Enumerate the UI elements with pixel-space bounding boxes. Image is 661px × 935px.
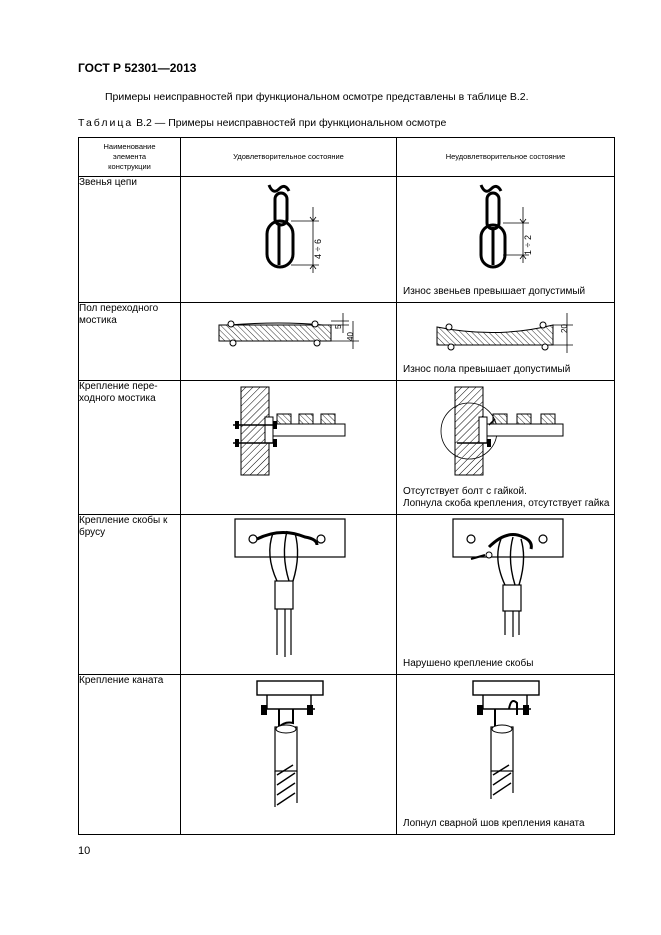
chain-bad-cell (397, 177, 615, 303)
header-bad: Неудовлетворительное состояние (397, 138, 615, 177)
header-ok: Удовлетворительное состояние (181, 138, 397, 177)
table-caption-text: В.2 — Примеры неисправностей при функциональном осмотре (136, 117, 447, 129)
table-caption-word: Таблица (78, 117, 134, 129)
fastening-bad-cell (397, 381, 615, 515)
row-name: Крепление каната (79, 675, 181, 835)
table-caption (78, 117, 446, 129)
rope-bad-drawing (397, 675, 615, 835)
table-row (79, 675, 615, 835)
clamp-bad-cell (397, 515, 615, 675)
standard-header: ГОСТ Р 52301—2013 (78, 61, 197, 75)
intro-paragraph: Примеры неисправностей при функциональном осмотре представлены в таблице В.2. (105, 91, 529, 103)
fastening-ok-cell (181, 381, 397, 515)
table-row (79, 177, 615, 303)
row-name: Звенья цепи (79, 177, 181, 303)
row-name: Пол переходного мостика (79, 303, 181, 381)
chain-bad-dim: 1 ÷ 2 (523, 235, 533, 255)
page-number: 10 (78, 845, 91, 857)
rope-ok-drawing (181, 675, 397, 835)
table-row (79, 381, 615, 515)
floor-bad-cell (397, 303, 615, 381)
floor-ok-dim-b: 40 (346, 332, 355, 341)
table-row (79, 303, 615, 381)
rope-bad-text: Лопнул сварной шов крепления каната (403, 818, 585, 829)
floor-ok-dim-a: 5 (334, 324, 343, 329)
faults-table (78, 137, 615, 835)
row-name: Крепление пере-ходного мостика (79, 381, 181, 515)
chain-ok-cell (181, 177, 397, 303)
table-header-row (79, 138, 615, 177)
chain-ok-drawing (181, 177, 397, 303)
rope-bad-cell (397, 675, 615, 835)
row-name: Крепление скобы к брусу (79, 515, 181, 675)
floor-bad-dim: 20 (560, 324, 569, 333)
rope-ok-cell (181, 675, 397, 835)
fastening-bad-text-line1: Отсутствует болт с гайкой. (403, 486, 527, 497)
chain-bad-text: Износ звеньев превышает допустимый (403, 286, 586, 297)
clamp-ok-cell (181, 515, 397, 675)
chain-ok-dim: 4 ÷ 6 (313, 239, 323, 259)
fastening-bad-text-line2: Лопнула скоба крепления, отсутствует гайка (403, 498, 610, 509)
fastening-bad-text (403, 486, 609, 510)
table-row (79, 515, 615, 675)
clamp-ok-drawing (181, 515, 397, 675)
floor-ok-drawing (181, 303, 397, 381)
chain-bad-drawing (397, 177, 615, 303)
clamp-bad-drawing (397, 515, 615, 675)
clamp-bad-text: Нарушено крепление скобы (403, 658, 534, 669)
header-element: Наименование элемента конструкции (79, 138, 181, 177)
fastening-ok-drawing (181, 381, 397, 515)
floor-bad-text: Износ пола превышает допустимый (403, 364, 571, 375)
floor-ok-cell (181, 303, 397, 381)
